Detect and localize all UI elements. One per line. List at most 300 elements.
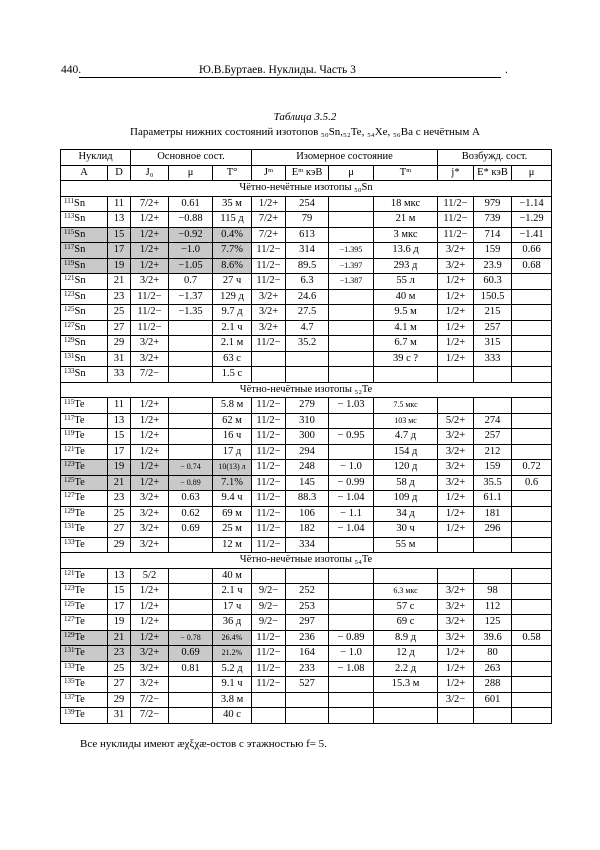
element-symbol: Sn — [74, 244, 86, 255]
cell-j0: 3/2+ — [131, 537, 169, 553]
nuclide-cell — [61, 320, 108, 336]
cell-js: 1/2+ — [438, 289, 474, 305]
cell-j0: 1/2+ — [131, 212, 169, 228]
cell-jm: 11/2− — [252, 258, 286, 274]
table-row — [61, 444, 552, 460]
cell-jm: 11/2− — [252, 398, 286, 414]
table-row — [61, 646, 552, 662]
table-row — [61, 196, 552, 212]
mass-number: 115 — [64, 398, 75, 406]
cell-em: 24.6 — [286, 289, 329, 305]
nuclide-cell — [61, 692, 108, 708]
cell-tm — [374, 692, 438, 708]
cell-em: 279 — [286, 398, 329, 414]
mass-number: 119 — [64, 258, 75, 267]
cell-j0: 11/2− — [131, 305, 169, 321]
cell-tm: 39 с ? — [374, 351, 438, 367]
col-d: D — [108, 165, 131, 181]
cell-d: 17 — [108, 599, 131, 615]
cell-mu0 — [169, 708, 213, 724]
cell-mus — [512, 584, 552, 600]
cell-js: 3/2− — [438, 692, 474, 708]
nuclide-cell — [61, 351, 108, 367]
cell-em: 27.5 — [286, 305, 329, 321]
cell-mum — [329, 537, 374, 553]
cell-mus — [512, 537, 552, 553]
cell-em: 248 — [286, 460, 329, 476]
cell-em: 89.5 — [286, 258, 329, 274]
cell-d: 11 — [108, 398, 131, 414]
mass-number: 131 — [64, 351, 75, 360]
cell-mum — [329, 413, 374, 429]
cell-t0: 2.1 м — [213, 336, 252, 352]
cell-js: 1/2+ — [438, 491, 474, 507]
table-row — [61, 615, 552, 631]
cell-t0: 8.6% — [213, 258, 252, 274]
section-row — [61, 382, 552, 398]
col-group-isomer: Изомерное состояние — [252, 150, 438, 166]
cell-j0: 1/2+ — [131, 398, 169, 414]
mass-number: 127 — [64, 320, 75, 329]
cell-mus — [512, 506, 552, 522]
cell-mu0 — [169, 367, 213, 383]
cell-d: 19 — [108, 460, 131, 476]
nuclide-cell — [61, 305, 108, 321]
cell-tm: 109 д — [374, 491, 438, 507]
cell-t0: 21.2% — [213, 646, 252, 662]
cell-js: 3/2+ — [438, 584, 474, 600]
cell-mu0: −0.88 — [169, 212, 213, 228]
cell-t0: 0.4% — [213, 227, 252, 243]
cell-mum — [329, 615, 374, 631]
cell-d: 27 — [108, 522, 131, 538]
mass-number: 135 — [64, 677, 75, 685]
cell-jm — [252, 568, 286, 584]
cell-jm: 7/2+ — [252, 212, 286, 228]
nuclide-table — [60, 149, 552, 724]
mass-number: 125 — [64, 475, 75, 484]
cell-es: 288 — [474, 677, 512, 693]
cell-jm: 9/2− — [252, 584, 286, 600]
element-symbol: Te — [74, 600, 85, 612]
cell-t0: 5.8 м — [213, 398, 252, 414]
nuclide-cell — [61, 413, 108, 429]
table-row — [61, 537, 552, 553]
section-row — [61, 553, 552, 569]
table-row — [61, 460, 552, 476]
table-row — [61, 475, 552, 491]
element-symbol: Sn — [74, 321, 86, 333]
cell-js: 3/2+ — [438, 258, 474, 274]
cell-mum: −1.397 — [329, 258, 374, 274]
running-title: Ю.В.Буртаев. Нуклиды. Часть 3 — [199, 64, 356, 76]
cell-js: 1/2+ — [438, 320, 474, 336]
cell-t0: 2.1 ч — [213, 320, 252, 336]
cell-j0: 1/2+ — [131, 599, 169, 615]
cell-es: 35.5 — [474, 475, 512, 491]
nuclide-cell — [61, 599, 108, 615]
cell-jm: 11/2− — [252, 630, 286, 646]
cell-js: 1/2+ — [438, 274, 474, 290]
cell-d: 17 — [108, 243, 131, 259]
mass-number: 121 — [64, 274, 75, 282]
cell-tm: 6.3 мкс — [374, 584, 438, 600]
cell-mu0 — [169, 584, 213, 600]
cell-mus — [512, 646, 552, 662]
cell-jm: 11/2− — [252, 646, 286, 662]
cell-tm: 103 мс — [374, 413, 438, 429]
element-symbol: Te — [74, 476, 85, 488]
cell-em: 79 — [286, 212, 329, 228]
cell-t0: 35 м — [213, 196, 252, 212]
cell-tm — [374, 568, 438, 584]
cell-mus: −1.41 — [512, 227, 552, 243]
cell-em: 294 — [286, 444, 329, 460]
cell-j0: 3/2+ — [131, 506, 169, 522]
cell-jm: 11/2− — [252, 677, 286, 693]
cell-mum: − 1.0 — [329, 460, 374, 476]
table-row — [61, 661, 552, 677]
cell-es — [474, 537, 512, 553]
col-a: A — [61, 165, 108, 181]
cell-tm: 18 мкс — [374, 196, 438, 212]
cell-j0: 1/2+ — [131, 413, 169, 429]
cell-mum — [329, 227, 374, 243]
element-symbol: Te — [74, 569, 85, 581]
cell-d: 27 — [108, 677, 131, 693]
cell-d: 23 — [108, 289, 131, 305]
col-group-ground: Основное сост. — [131, 150, 252, 166]
mass-number: 133 — [64, 537, 75, 546]
cell-mu0 — [169, 615, 213, 631]
table-row — [61, 630, 552, 646]
cell-em: 4.7 — [286, 320, 329, 336]
cell-mu0: 0.7 — [169, 274, 213, 290]
section-title: Чётно-нечётные изотопы ₅₀Sn — [61, 181, 552, 197]
cell-mu0 — [169, 320, 213, 336]
cell-em: 88.3 — [286, 491, 329, 507]
cell-t0: 62 м — [213, 413, 252, 429]
mass-number: 123 — [64, 289, 75, 298]
cell-j0: 1/2+ — [131, 258, 169, 274]
cell-tm — [374, 708, 438, 724]
cell-mu0: 0.81 — [169, 661, 213, 677]
cell-mum: − 0.99 — [329, 475, 374, 491]
cell-d: 15 — [108, 227, 131, 243]
cell-em: 253 — [286, 599, 329, 615]
cell-tm: 55 л — [374, 274, 438, 290]
cell-j0: 1/2+ — [131, 584, 169, 600]
cell-mus: −1.14 — [512, 196, 552, 212]
nuclide-cell — [61, 227, 108, 243]
nuclide-cell — [61, 429, 108, 445]
cell-d: 17 — [108, 444, 131, 460]
cell-mu0 — [169, 444, 213, 460]
cell-es: 257 — [474, 429, 512, 445]
mass-number: 121 — [64, 568, 75, 577]
cell-es: 979 — [474, 196, 512, 212]
table-row — [61, 522, 552, 538]
cell-es: 315 — [474, 336, 512, 352]
cell-j0: 7/2− — [131, 367, 169, 383]
cell-mus: −1.29 — [512, 212, 552, 228]
cell-t0: 115 д — [213, 212, 252, 228]
cell-mus — [512, 708, 552, 724]
cell-js: 11/2− — [438, 212, 474, 228]
cell-tm: 58 д — [374, 475, 438, 491]
cell-mu0: − 0.89 — [169, 475, 213, 491]
col-mu0: μ — [169, 165, 213, 181]
cell-jm — [252, 708, 286, 724]
nuclide-cell — [61, 289, 108, 305]
cell-d: 33 — [108, 367, 131, 383]
cell-tm: 2.2 д — [374, 661, 438, 677]
table-row — [61, 429, 552, 445]
cell-em — [286, 568, 329, 584]
table-row — [61, 413, 552, 429]
cell-mum — [329, 212, 374, 228]
element-symbol: Te — [74, 430, 85, 441]
cell-d: 25 — [108, 305, 131, 321]
table-row — [61, 243, 552, 259]
cell-es: 150.5 — [474, 289, 512, 305]
col-jm: Jᵐ — [252, 165, 286, 181]
table-row — [61, 584, 552, 600]
table-row — [61, 506, 552, 522]
cell-t0: 2.1 ч — [213, 584, 252, 600]
cell-mus — [512, 615, 552, 631]
nuclide-cell — [61, 522, 108, 538]
element-symbol: Te — [74, 678, 85, 689]
cell-jm: 1/2+ — [252, 196, 286, 212]
cell-tm: 293 д — [374, 258, 438, 274]
cell-t0: 10(13) л — [213, 460, 252, 476]
cell-t0: 9.7 д — [213, 305, 252, 321]
cell-js: 3/2+ — [438, 460, 474, 476]
cell-es: 159 — [474, 460, 512, 476]
cell-jm — [252, 367, 286, 383]
cell-mu0 — [169, 429, 213, 445]
cell-t0: 25 м — [213, 522, 252, 538]
cell-mus — [512, 274, 552, 290]
cell-em: 252 — [286, 584, 329, 600]
cell-d: 29 — [108, 537, 131, 553]
nuclide-cell — [61, 444, 108, 460]
cell-j0: 1/2+ — [131, 460, 169, 476]
cell-es: 61.1 — [474, 491, 512, 507]
cell-mu0: 0.61 — [169, 196, 213, 212]
element-symbol: Te — [74, 414, 85, 426]
section-title: Чётно-нечётные изотопы ₅₂Te — [61, 382, 552, 398]
cell-mus — [512, 522, 552, 538]
cell-es: 159 — [474, 243, 512, 259]
cell-tm: 15.3 м — [374, 677, 438, 693]
cell-mus — [512, 413, 552, 429]
cell-es: 98 — [474, 584, 512, 600]
cell-mum — [329, 584, 374, 600]
cell-t0: 129 д — [213, 289, 252, 305]
cell-es: 333 — [474, 351, 512, 367]
nuclide-cell — [61, 708, 108, 724]
cell-d: 21 — [108, 475, 131, 491]
table-row — [61, 491, 552, 507]
nuclide-cell — [61, 212, 108, 228]
nuclide-cell — [61, 568, 108, 584]
cell-jm: 3/2+ — [252, 320, 286, 336]
cell-mus — [512, 661, 552, 677]
cell-mus — [512, 444, 552, 460]
cell-d: 19 — [108, 258, 131, 274]
cell-es: 23.9 — [474, 258, 512, 274]
group-header-row — [61, 150, 552, 166]
cell-j0: 1/2+ — [131, 444, 169, 460]
element-symbol: Te — [74, 709, 85, 721]
element-symbol: Te — [74, 399, 85, 410]
cell-es: 215 — [474, 305, 512, 321]
cell-jm: 3/2+ — [252, 305, 286, 321]
cell-d: 15 — [108, 584, 131, 600]
element-symbol: Te — [74, 585, 85, 596]
cell-js: 3/2+ — [438, 444, 474, 460]
cell-tm: 7.5 мкс — [374, 398, 438, 414]
cell-js: 3/2+ — [438, 243, 474, 259]
col-em: Eᵐ кэВ — [286, 165, 329, 181]
cell-j0: 5/2 — [131, 568, 169, 584]
element-symbol: Te — [74, 631, 85, 643]
table-title: Параметры нижних состояний изотопов ₅₀Sn,₅₂Te, ₅₄Xe, ₅₆Ba с нечётным A — [130, 126, 480, 138]
mass-number: 127 — [64, 491, 75, 499]
cell-t0: 26.4% — [213, 630, 252, 646]
mass-number: 117 — [64, 413, 75, 422]
nuclide-cell — [61, 475, 108, 491]
cell-d: 11 — [108, 196, 131, 212]
cell-em — [286, 708, 329, 724]
table-row — [61, 398, 552, 414]
table-row — [61, 274, 552, 290]
cell-mum — [329, 568, 374, 584]
cell-mu0: −1.35 — [169, 305, 213, 321]
nuclide-cell — [61, 258, 108, 274]
nuclide-cell — [61, 196, 108, 212]
cell-d: 29 — [108, 336, 131, 352]
cell-tm: 57 с — [374, 599, 438, 615]
cell-j0: 3/2+ — [131, 336, 169, 352]
cell-j0: 1/2+ — [131, 475, 169, 491]
cell-es: 714 — [474, 227, 512, 243]
table-row — [61, 212, 552, 228]
cell-tm: 30 ч — [374, 522, 438, 538]
cell-j0: 3/2+ — [131, 351, 169, 367]
cell-d: 21 — [108, 274, 131, 290]
mass-number: 127 — [64, 615, 75, 623]
cell-tm: 69 с — [374, 615, 438, 631]
cell-js: 5/2+ — [438, 413, 474, 429]
nuclide-cell — [61, 677, 108, 693]
col-tm: Tᵐ — [374, 165, 438, 181]
page-number: 440. — [61, 64, 82, 76]
element-symbol: Sn — [73, 197, 86, 209]
col-js: j* — [438, 165, 474, 181]
cell-d: 13 — [108, 413, 131, 429]
cell-tm: 13.6 д — [374, 243, 438, 259]
cell-tm: 9.5 м — [374, 305, 438, 321]
cell-mus — [512, 320, 552, 336]
cell-mum — [329, 599, 374, 615]
element-symbol: Te — [74, 662, 85, 674]
element-symbol: Sn — [74, 290, 86, 302]
cell-mum — [329, 708, 374, 724]
cell-jm: 3/2+ — [252, 289, 286, 305]
cell-em: 35.2 — [286, 336, 329, 352]
cell-t0: 36 д — [213, 615, 252, 631]
cell-js: 3/2+ — [438, 429, 474, 445]
cell-jm — [252, 351, 286, 367]
cell-mum — [329, 444, 374, 460]
cell-mum: − 1.03 — [329, 398, 374, 414]
cell-mus — [512, 336, 552, 352]
table-row — [61, 367, 552, 383]
cell-es — [474, 708, 512, 724]
mass-number: 123 — [64, 584, 75, 592]
nuclide-cell — [61, 460, 108, 476]
nuclide-cell — [61, 491, 108, 507]
nuclide-cell — [61, 661, 108, 677]
cell-mum: − 1.0 — [329, 646, 374, 662]
cell-j0: 1/2+ — [131, 243, 169, 259]
cell-d: 29 — [108, 692, 131, 708]
cell-em: 300 — [286, 429, 329, 445]
cell-t0: 1.5 с — [213, 367, 252, 383]
cell-tm: 8.9 д — [374, 630, 438, 646]
element-symbol: Sn — [74, 352, 86, 364]
cell-jm: 11/2− — [252, 429, 286, 445]
cell-mu0 — [169, 537, 213, 553]
cell-j0: 3/2+ — [131, 677, 169, 693]
cell-mum — [329, 367, 374, 383]
cell-es: 212 — [474, 444, 512, 460]
cell-mu0: −1.05 — [169, 258, 213, 274]
cell-mum: −1.395 — [329, 243, 374, 259]
col-j0: J₀ — [131, 165, 169, 181]
element-symbol: Sn — [74, 275, 86, 286]
cell-d: 13 — [108, 212, 131, 228]
cell-jm: 11/2− — [252, 475, 286, 491]
cell-tm: 21 м — [374, 212, 438, 228]
cell-t0: 17 ч — [213, 599, 252, 615]
cell-jm: 11/2− — [252, 243, 286, 259]
page-header — [61, 64, 551, 80]
cell-es: 601 — [474, 692, 512, 708]
cell-t0: 17 д — [213, 444, 252, 460]
cell-d: 13 — [108, 568, 131, 584]
cell-js: 1/2+ — [438, 522, 474, 538]
cell-t0: 40 с — [213, 708, 252, 724]
cell-mum — [329, 320, 374, 336]
cell-j0: 3/2+ — [131, 491, 169, 507]
cell-em: 613 — [286, 227, 329, 243]
mass-number: 131 — [64, 646, 75, 654]
cell-mum — [329, 692, 374, 708]
col-group-nuclide: Нуклид — [61, 150, 131, 166]
cell-jm: 9/2− — [252, 599, 286, 615]
cell-em: 106 — [286, 506, 329, 522]
cell-j0: 3/2+ — [131, 274, 169, 290]
cell-mum — [329, 351, 374, 367]
cell-js: 3/2+ — [438, 599, 474, 615]
cell-mu0 — [169, 351, 213, 367]
cell-mu0 — [169, 692, 213, 708]
cell-em: 297 — [286, 615, 329, 631]
